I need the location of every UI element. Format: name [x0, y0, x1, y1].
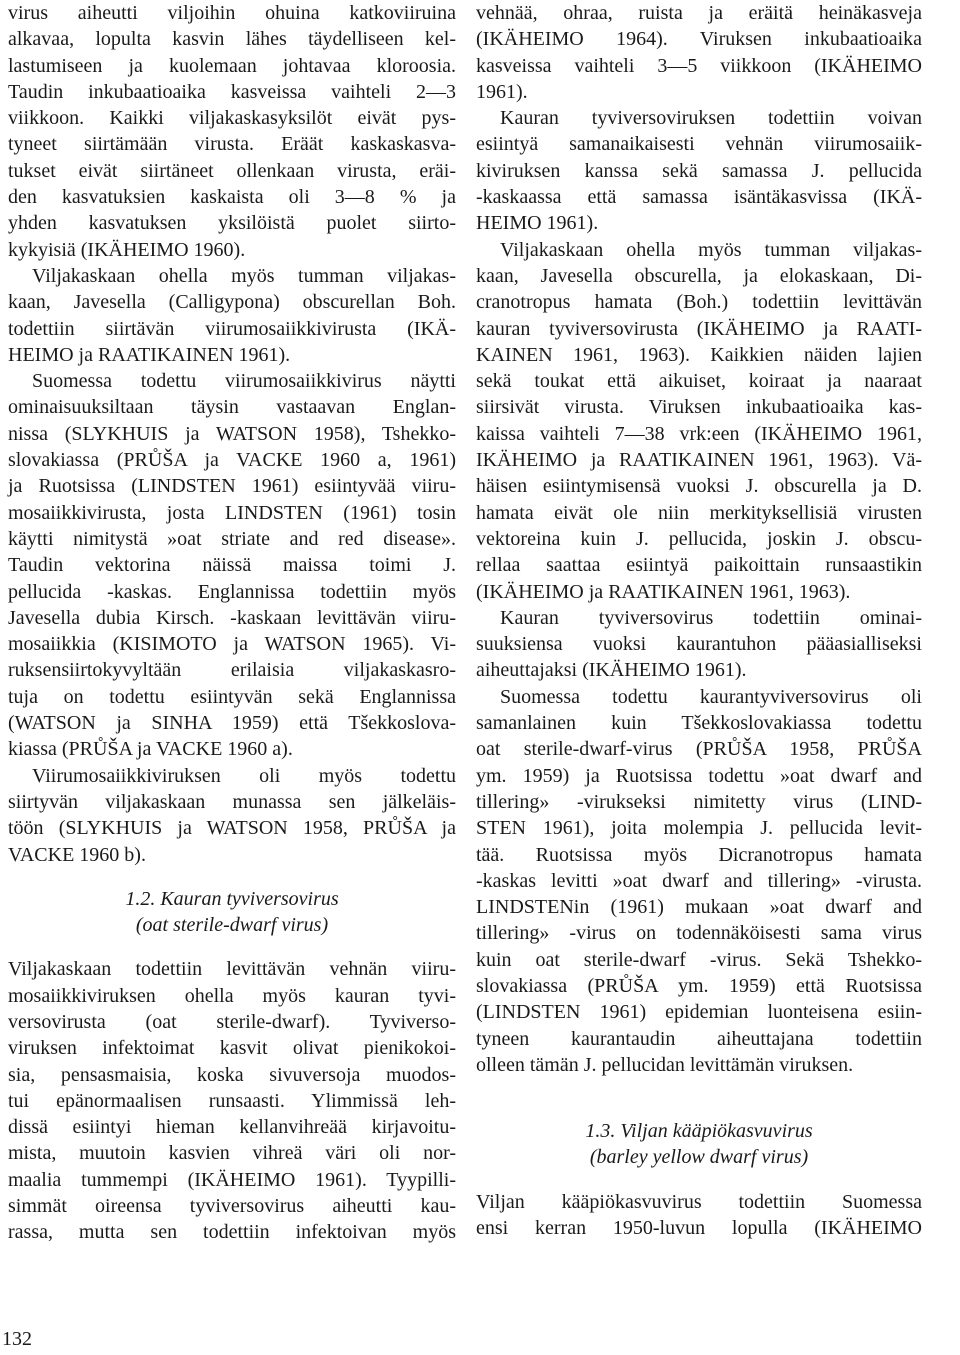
text-line: kiassa (PRŮŠA ja VACKE 1960 a).: [8, 738, 293, 761]
text-line: alkavaa, lopulta kasvin lähes täydelliseen kel-: [8, 28, 456, 51]
text-line: ym. 1959) ja Ruotsissa todettu »oat dwarf and: [476, 764, 922, 787]
text-line: vektoreina kuin J. pellucida, joskin J. obscu-: [476, 527, 922, 550]
text-line: siirtyvän viljakaskaan munassa sen jälkeläis-: [8, 790, 456, 813]
text-line: IKÄHEIMO ja RAATIKAINEN 1961, 1963). Vä-: [476, 449, 922, 472]
text-line: siirsivät virusta. Viruksen inkubaatioaika kas-: [476, 396, 922, 419]
text-line: tillering» -virus on todennäköisesti sama virus: [476, 922, 922, 945]
text-line: -kaskas levitti »oat dwarf and tillering» -virusta.: [476, 869, 922, 892]
text-line: kaan, Javesella (Calligypona) obscurellan Boh.: [8, 291, 456, 314]
text-line: kykyisiä (IKÄHEIMO 1960).: [8, 238, 246, 261]
text-line: ja Ruotsissa (LINDSTEN 1961) esiintyvää viiru-: [8, 475, 456, 498]
text-line: Suomessa todettu kaurantyviversovirus oli: [500, 685, 922, 708]
text-line: häisen esiintymisensä vuoksi J. obscurella ja D.: [476, 475, 922, 498]
text-line: oat sterile-dwarf-virus (PRŮŠA 1958, PRŮŠA: [476, 738, 922, 761]
text-line: virus aiheutti viljoihin ohuina katkoviiruina: [8, 2, 456, 24]
text-line: sekä toukat että aikuiset, koiraat ja naaraat: [476, 370, 922, 393]
spacer: [476, 1171, 922, 1189]
text-line: 1961).: [476, 80, 528, 103]
text-line: kaan, Javesella obscurella, ja elokaskaan, Di-: [476, 264, 922, 287]
text-line: VACKE 1960 b).: [8, 843, 146, 866]
text-line: (WATSON ja SINHA 1959) että Tšekkoslova-: [8, 712, 456, 735]
spacer: [476, 1078, 922, 1118]
text-line: Viljakaskaan ohella myös tumman viljakas-: [32, 264, 456, 287]
text-line: vehnää, ohraa, ruista ja eräitä heinäkasveja: [476, 2, 922, 24]
text-line: nissa (SLYKHUIS ja WATSON 1958), Tshekko-: [8, 422, 456, 445]
text-line: mosaiikkivirusta, josta LINDSTEN (1961) tosin: [8, 501, 456, 524]
text-line: Viljakaskaan ohella myös tumman viljakas-: [500, 238, 922, 261]
left-column: [8, 0, 456, 1246]
text-line: dissä esiintyi hieman kellanvihreää kirjavoitu-: [8, 1116, 456, 1139]
text-line: tukset eivät siirtäneet ollenkaan virusta, eräi-: [8, 159, 456, 182]
text-line: Kauran tyviversovirus todettiin ominai-: [500, 606, 922, 629]
section-heading-line: (oat sterile-dwarf virus): [135, 914, 329, 937]
text-line: HEIMO 1961).: [476, 212, 599, 235]
text-line: esiintyä samanaikaisesti vehnän viirumosaiik-: [476, 133, 922, 156]
text-line: rassa, mutta sen todettiin infektoivan myös: [8, 1221, 456, 1244]
text-line: tää. Ruotsissa myös Dicranotropus hamata: [476, 843, 922, 866]
text-line: simmät oireensa tyviversovirus aiheutti kau-: [8, 1195, 456, 1218]
text-line: kaissa vaihteli 7—38 vrk:een (IKÄHEIMO 1961,: [476, 422, 922, 445]
text-line: cranotropus hamata (Boh.) todettiin levittävän: [476, 291, 922, 314]
text-line: tillering» -virukseksi nimitetty virus (LIND-: [476, 790, 922, 813]
text-line: ominaisuuksiltaan täysin vastaavan Englan-: [8, 396, 456, 419]
text-line: Kauran tyviversoviruksen todettiin voivan: [500, 107, 922, 130]
text-line: töön (SLYKHUIS ja WATSON 1958, PRŮŠA ja: [8, 817, 456, 840]
text-line: kuin oat sterile-dwarf -virus. Sekä Tshekko-: [476, 948, 922, 971]
text-line: mosaiikkiviruksen ohella myös kauran tyvi-: [8, 984, 456, 1007]
section-heading-line: 1.2. Kauran tyviversovirus: [125, 887, 339, 910]
text-line: den kasvatuksien kaskaista oli 3—8 % ja: [8, 186, 456, 209]
text-line: kasveissa vaihteli 3—5 viikkoon (IKÄHEIMO: [476, 54, 922, 77]
text-line: Viirumosaiikkiviruksen oli myös todettu: [32, 764, 456, 787]
text-line: Javesella dubia Kirsch. -kaskaan levittävän viiru-: [8, 606, 456, 629]
section-heading-line: (barley yellow dwarf virus): [589, 1146, 809, 1169]
right-column: [476, 0, 922, 1241]
spacer: [8, 938, 456, 956]
text-line: rellaa saattaa esiintyä paikoittain runsaastikin: [476, 554, 922, 577]
text-line: tui epänormaalisen runsaasti. Ylimmissä leh-: [8, 1089, 456, 1112]
text-line: HEIMO ja RAATIKAINEN 1961).: [8, 343, 291, 366]
text-line: suuksiensa vuoksi kaurantuhon pääasialliseksi: [476, 633, 922, 656]
text-line: (IKÄHEIMO 1964). Viruksen inkubaatioaika: [476, 28, 922, 51]
text-line: KAINEN 1961, 1963). Kaikkien näiden lajien: [476, 343, 922, 366]
text-line: yhden kasvatuksen yksilöistä puolet siirto-: [8, 212, 456, 235]
text-line: aiheuttajaksi (IKÄHEIMO 1961).: [476, 659, 747, 682]
text-line: kauran tyviversovirusta (IKÄHEIMO ja RAATI-: [476, 317, 922, 340]
text-line: Viljakaskaan todettiin levittävän vehnän viiru-: [8, 958, 456, 981]
text-line: viruksen infektoimat kasvit olivat pienikokoi-: [8, 1037, 456, 1060]
text-line: todettiin siirtävän viirumosaiikkivirusta (IKÄ-: [8, 317, 456, 340]
text-line: käytti nimitystä »oat striate and red disease».: [8, 527, 456, 550]
text-line: Suomessa todettu viirumosaiikkivirus näytti: [32, 370, 456, 393]
spacer: [8, 868, 456, 886]
text-line: mista, muutoin kasvien vihreä väri oli nor-: [8, 1142, 456, 1165]
text-line: Taudin inkubaatioaika kasveissa vaihteli 2—3: [8, 80, 456, 103]
text-line: (LINDSTEN 1961) epidemian luonteisena esiin-: [476, 1001, 922, 1024]
text-line: samanlainen kuin Tšekkoslovakiassa todettu: [476, 712, 922, 735]
text-line: Taudin vektorina näissä maissa toimi J.: [8, 554, 456, 577]
text-line: -kaskaassa että samassa isäntäkasvissa (IKÄ-: [476, 186, 922, 209]
text-line: ruksensiirtokyvyltään erilaisia viljakaskasro-: [8, 659, 456, 682]
section-heading-line: 1.3. Viljan kääpiökasvuvirus: [585, 1120, 813, 1143]
text-line: tuja on todettu esiintyvän sekä Englannissa: [8, 685, 456, 708]
text-line: viikkoon. Kaikki viljakaskasyksilöt eivät pys-: [8, 107, 456, 130]
text-line: ensi kerran 1950-luvun lopulla (IKÄHEIMO: [476, 1217, 922, 1240]
text-line: sia, pensasmaisia, koska sivuversoja muodos-: [8, 1063, 456, 1086]
text-line: slovakiassa (PRŮŠA ja VACKE 1960 a, 1961): [8, 449, 456, 472]
text-line: STEN 1961), joita molempia J. pellucida levit-: [476, 817, 922, 840]
text-line: maalia tummempi (IKÄHEIMO 1961). Tyypilli-: [8, 1168, 456, 1191]
text-line: (IKÄHEIMO ja RAATIKAINEN 1961, 1963).: [476, 580, 851, 603]
text-line: tyneet siirtämään virusta. Eräät kaskaskasva-: [8, 133, 456, 156]
text-line: lastumiseen ja kuolemaan johtavaa kloroosia.: [8, 54, 456, 77]
text-line: Viljan kääpiökasvuvirus todettiin Suomessa: [476, 1190, 922, 1213]
text-line: mosaiikkia (KISIMOTO ja WATSON 1965). Vi-: [8, 633, 456, 656]
page-number: 132: [2, 1328, 32, 1350]
text-line: slovakiassa (PRŮŠA ym. 1959) että Ruotsissa: [476, 974, 922, 997]
text-line: pellucida -kaskas. Englannissa todettiin myös: [8, 580, 456, 603]
text-line: tyneen kaurantaudin aiheuttajana todettiin: [476, 1027, 922, 1050]
text-line: hamata eivät ole niin merkityksellisiä virusten: [476, 501, 922, 524]
text-line: kiviruksen kanssa sekä samassa J. pellucida: [476, 159, 922, 182]
text-line: olleen tämän J. pellucidan levittämän viruksen.: [476, 1053, 854, 1076]
text-line: versovirusta (oat sterile-dwarf). Tyviverso-: [8, 1010, 456, 1033]
text-line: LINDSTENin (1961) mukaan »oat dwarf and: [476, 896, 922, 919]
